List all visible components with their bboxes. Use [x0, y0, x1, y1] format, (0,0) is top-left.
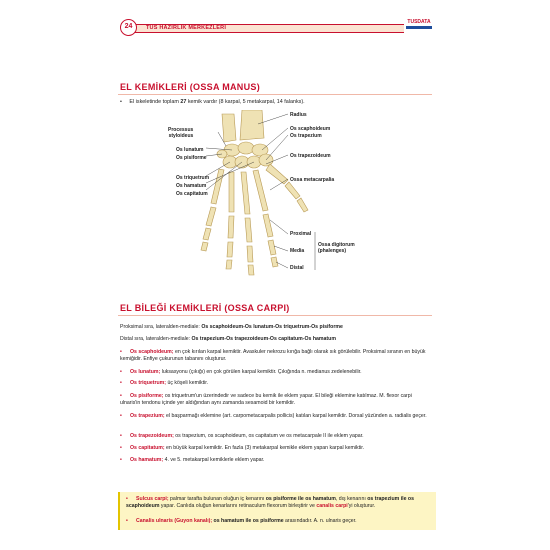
bullet-text-pre: El iskeletinde toplam [129, 99, 181, 105]
label-proximal: Proximal [290, 231, 312, 237]
distal-bones: Os trapezium-Os trapezoideum-Os capitatum-Os hamatum [191, 336, 336, 342]
label-ossa-digitorum: Ossa digitorum (phalenges) [318, 242, 355, 254]
label-os-pisiforme: Os pisiforme [176, 155, 207, 161]
label-radius: Radius [290, 112, 307, 118]
label-os-trapezoideum: Os trapezoideum [290, 153, 331, 159]
label-os-lunatum: Os lunatum [176, 147, 204, 153]
carpal-item-lunatum: • Os lunatum; luksasyonu (çıkığı) en çok görülen karpal kemiktir. Çıkığında n. medianus zedelenebilir. [120, 369, 362, 375]
distal-pre: Distal sıra, lateralden-mediale: [120, 336, 192, 342]
info-box [118, 492, 436, 530]
label-os-scaphoideum: Os scaphoideum [290, 126, 331, 132]
section-divider [118, 94, 432, 95]
carpal-item-trapezoideum: • Os trapezoideum; os trapezium, os scaphoideum, os capitatum ve os metacarpale II ile eklem yapar. [120, 433, 364, 439]
carpal-item-scaphoideum: • Os scaphoideum; en çok kırılan karpal kemiktir. Avaskuler nekrozu kırığa bağlı olarak sık görülebilir. Proksimal sıranın en büyük kemiğidir. Enfiye çukurunun tabanını oluşturur. [120, 349, 426, 362]
label-media: Media [290, 248, 305, 254]
info-row-canalis-ulnaris: • Canalis ulnaris (Guyon kanalı); os hamatum ile os pisiforme arasındadır. A. n. ulnaris geçer. [126, 518, 357, 524]
radius-bone [240, 110, 264, 140]
label-ossa-metacarpalia: Ossa metacarpalia [290, 177, 335, 183]
distal-row-line [120, 336, 432, 343]
label-os-trapezium: Os trapezium [290, 133, 322, 139]
proximal-bones: Os scaphoideum-Os lunatum-Os triquetrum-Os pisiforme [201, 324, 343, 330]
publisher-logo [404, 19, 434, 34]
label-distal: Distal [290, 265, 304, 271]
logo-stripe [406, 26, 432, 29]
carpal-item-pisiforme: • Os pisiforme; os triquetrum'un üzerindedir ve sadece bu kemik ile eklem yapar. El bileği eklemine katılmaz. M. flexor carpi ulnaris'in tendonu içinde yer aldığından aynı zamanda sesamoid bir kemiktir. [120, 393, 412, 406]
proximal-row-line [120, 324, 432, 331]
bullet-text-post: kemik vardır (8 karpal, 5 metakarpal, 14 falanks). [186, 99, 305, 105]
hand-skeleton-figure [170, 110, 360, 285]
label-os-hamatum: Os hamatum [176, 183, 207, 189]
carpal-item-hamatum: • Os hamatum; 4. ve 5. metakarpal kemiklerle eklem yapar. [120, 457, 265, 463]
section-title-ossa-carpi: EL BİLEĞİ KEMİKLERİ (OSSA CARPI) [120, 303, 290, 313]
section1-bullet [120, 99, 305, 106]
label-os-triquetrum: Os triquetrum [176, 175, 210, 181]
carpal-item-capitatum: • Os capitatum; en büyük karpal kemiktir. En fazla (3) metakarpal kemikle eklem yapan karpal kemiktir. [120, 445, 365, 451]
label-os-capitatum: Os capitatum [176, 191, 208, 197]
info-row-sulcus-carpi: • Sulcus carpi; palmar tarafta bulunan oluğun iç kenarını os pisiforme ile os hamatum, dış kenarını os trapezium ile os scaphoideum yapar. Canlıda oluğun kenarlarını retinaculum flexorum birleştirir ve canalis carpi'yi oluşturur. [126, 496, 414, 509]
header-title: TUS HAZIRLIK MERKEZLERİ [146, 25, 227, 31]
ulna-bone [222, 114, 236, 142]
carpal-item-trapezium: • Os trapezium; el başparmağı eklemine (art. carpometacarpalis pollicis) katılan karpal kemiktir. Dorsal yüzünden a. radialis geçer. [120, 413, 427, 419]
proximal-pre: Proksimal sıra, lateralden-mediale: [120, 324, 202, 330]
section-title-ossa-manus: EL KEMİKLERİ (OSSA MANUS) [120, 82, 261, 92]
carpal-item-triquetrum: • Os triquetrum; üç köşeli kemiktir. [120, 380, 209, 386]
bullet-number: 27 [180, 99, 187, 105]
page-number: 24 [120, 19, 137, 36]
header-bar [132, 24, 415, 33]
label-processus-styloideus: Processus styloideus [168, 127, 194, 139]
section-divider-2 [118, 315, 432, 316]
page-header [120, 19, 434, 34]
logo-text: TUSDATA [407, 19, 431, 25]
